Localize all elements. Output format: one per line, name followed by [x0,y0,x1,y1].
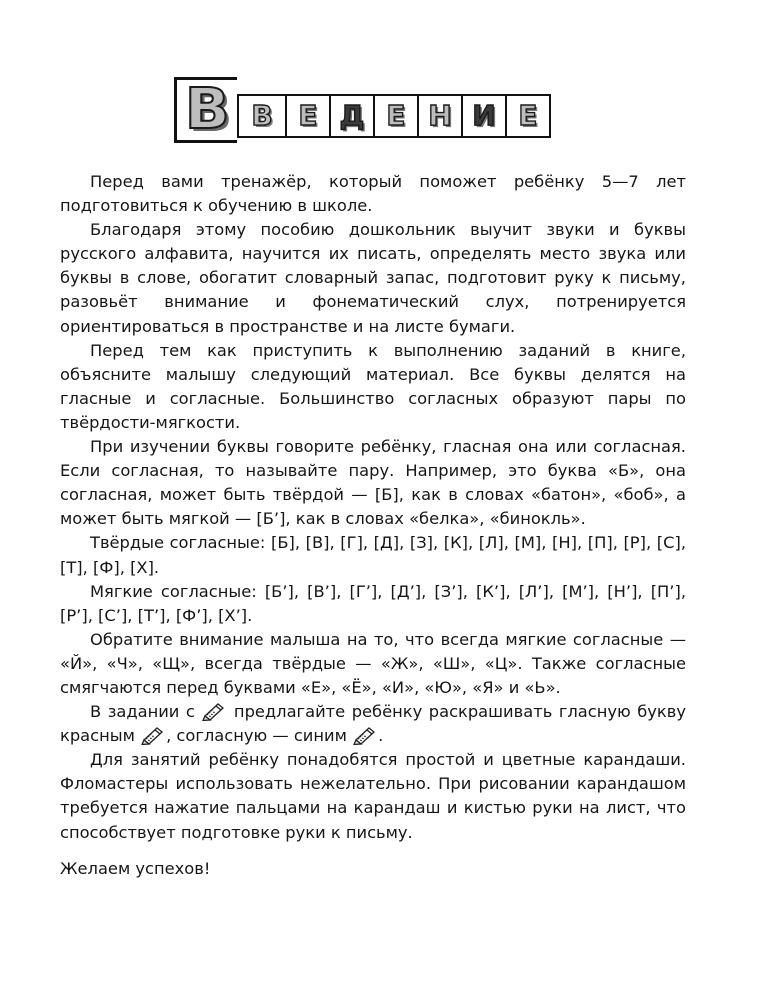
title-letter: Е [386,99,406,132]
closing-wish: Желаем успехов! [60,858,211,878]
paragraph: Благодаря этому пособию дошкольник выучит звуки и буквы русского алфавита, научится их писать, определять место звука или буквы в слове, обогатит словарный запас, подготовит руку к письму, разовьёт внимание и фонематический слух, потренируется ориентироваться в пространстве и на листе бумаги. [60,220,686,336]
pencil-text-2: предлагайте ребёнку раскрашивать гласную букву красным [60,702,686,746]
title-letter: Д [339,99,365,132]
title-letter: Е [298,99,318,132]
pencil-text-1: В задании с [90,702,195,722]
title-letter: И [472,99,496,132]
title-first-letter-cell [174,77,237,143]
title-letter: Н [428,99,452,132]
title-letter-cell [329,96,373,136]
title-letter-cell [417,96,461,136]
pencil-icon [201,701,227,721]
title-letter-cell [373,96,417,136]
intro-text [60,170,686,881]
paragraph: Мягкие согласные: [Б’], [В’], [Г’], [Д’], [З’], [К’], [Л’], [М’], [Н’], [П’], [Р’], [С’], [Т’], [Ф’], [Х’]. [60,581,686,625]
paragraph: Перед тем как приступить к выполнению заданий в книге, объясните малышу следующий материал. Все буквы делятся на гласные и согласные. Большинство согласных образуют пары по твёрдости-мягкости. [60,340,686,432]
title-banner [174,77,551,143]
title-letter-cell [237,96,285,136]
paragraph: Обратите внимание малыша на то, что всегда мягкие согласные — «Й», «Ч», «Щ», всегда твёрдые — «Ж», «Ш», «Ц». Также согласные смягчаются перед буквами «Е», «Ё», «И», «Ю», «Я» и «Ь». [60,629,686,697]
title-first-letter: В [184,77,230,142]
title-letters-row [235,94,551,138]
pencil-text-4: . [378,726,384,746]
title-letter: В [251,99,273,132]
paragraph: Твёрдые согласные: [Б], [В], [Г], [Д], [З], [К], [Л], [М], [Н], [П], [Р], [С], [Т], [Ф], [Х]. [60,533,686,577]
title-letter-cell [285,96,329,136]
paragraph: Для занятий ребёнку понадобятся простой и цветные карандаши. Фломастеры использовать нежелательно. При рисовании карандашом требуется нажатие пальцами на карандаш и кистью руки на лист, что способствует подготовке руки к письму. [60,750,686,842]
pencil-text-3: , согласную — синим [166,726,347,746]
pencil-icon [352,725,378,745]
title-letter: Е [518,99,538,132]
pencil-icon [140,725,166,745]
title-letter-cell [505,96,549,136]
paragraph: При изучении буквы говорите ребёнку, гласная она или согласная. Если согласная, то называйте пару. Например, это буква «Б», она согласная, может быть твёрдой — [Б], как в словах «батон», «боб», а может быть мягкой — [Б’], как в словах «белка», «бинокль». [60,437,686,529]
title-letter-cell [461,96,505,136]
pencil-instruction-paragraph [60,700,686,748]
paragraph: Перед вами тренажёр, который поможет ребёнку 5—7 лет подготовиться к обучению в школе. [60,172,686,216]
